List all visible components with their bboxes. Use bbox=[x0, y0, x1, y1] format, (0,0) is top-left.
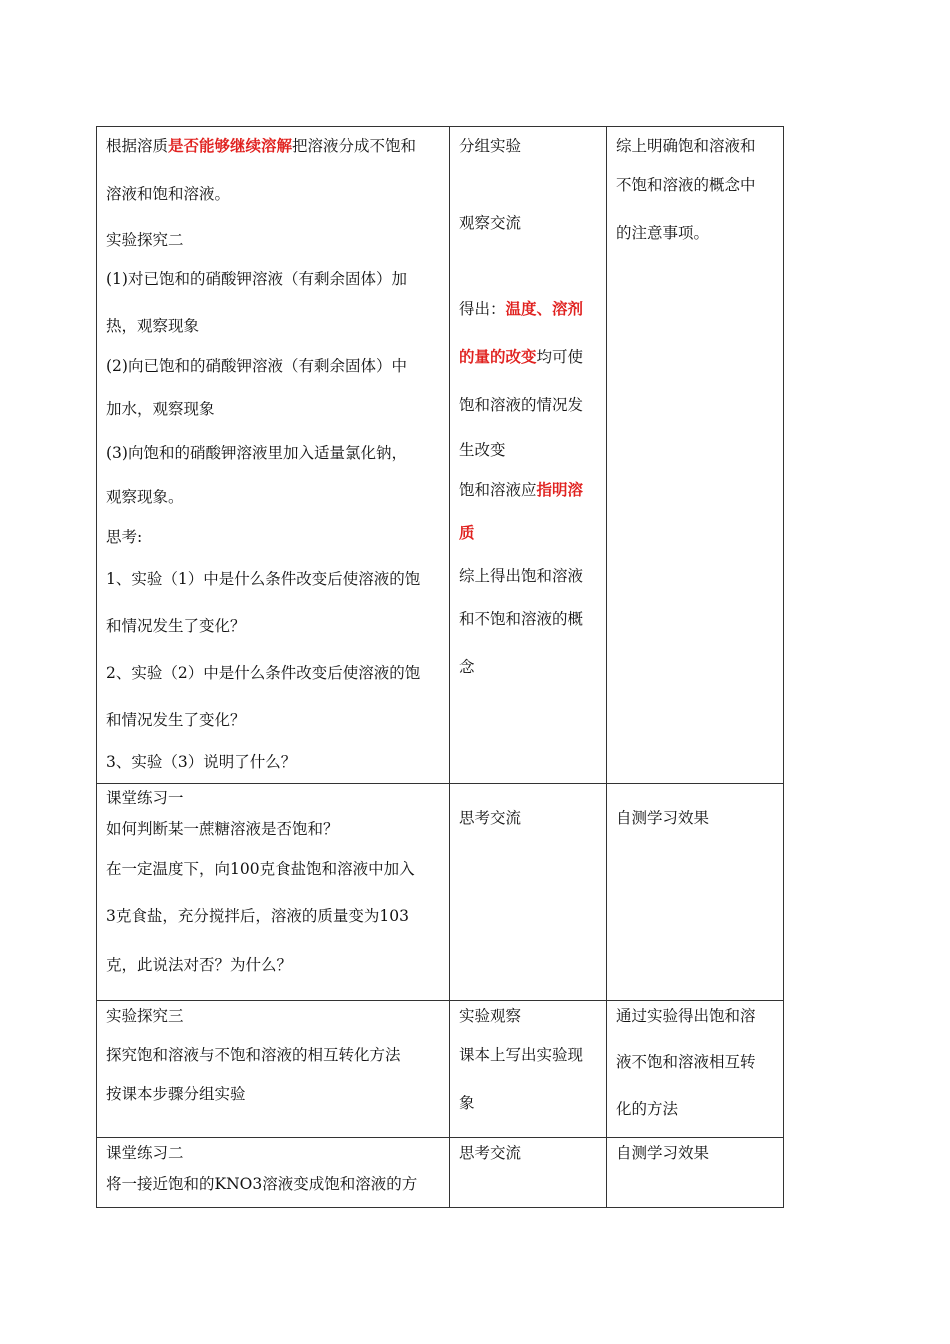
purpose-cell bbox=[607, 784, 784, 1001]
table-row bbox=[97, 127, 784, 784]
table-row bbox=[97, 784, 784, 1001]
text-line: (2)向已饱和的硝酸钾溶液（有剩余固体）中 bbox=[106, 357, 407, 375]
text-line: 探究饱和溶液与不饱和溶液的相互转化方法 bbox=[106, 1046, 401, 1064]
text-line: 和不饱和溶液的概 bbox=[459, 610, 584, 628]
text-line: 将一接近饱和的KNO3溶液变成饱和溶液的方 bbox=[106, 1175, 418, 1193]
text-line: 观察现象。 bbox=[106, 488, 184, 506]
text-line: 思考: bbox=[106, 528, 143, 546]
text-line: 不饱和溶液的概念中 bbox=[616, 176, 756, 194]
text-line: 3、实验（3）说明了什么？ bbox=[106, 753, 297, 771]
activity-cell bbox=[97, 127, 450, 784]
purpose-cell bbox=[607, 127, 784, 784]
text-line: 自测学习效果 bbox=[616, 809, 710, 827]
text-line: 得出：温度、溶剂 bbox=[459, 299, 584, 318]
text-line: 饱和溶液应指明溶 bbox=[459, 480, 584, 499]
text-line: 3克食盐，充分搅拌后，溶液的质量变为103 bbox=[106, 907, 409, 925]
text-line: 和情况发生了变化？ bbox=[106, 617, 246, 635]
text-line: 化的方法 bbox=[616, 1100, 679, 1118]
text-line: 按课本步骤分组实验 bbox=[106, 1085, 246, 1103]
text-line: 课本上写出实验现 bbox=[459, 1046, 584, 1064]
text-line bbox=[459, 509, 597, 557]
text-line: 课堂练习一 bbox=[106, 789, 184, 807]
lesson-table bbox=[96, 126, 784, 1208]
highlight-text: 指明溶 bbox=[536, 480, 584, 499]
method-cell bbox=[450, 784, 607, 1001]
method-cell bbox=[450, 1138, 607, 1208]
text-line: 在一定温度下，向100克食盐饱和溶液中加入 bbox=[106, 860, 415, 878]
text-line: 和情况发生了变化？ bbox=[106, 711, 246, 729]
text-line: 观察交流 bbox=[459, 214, 522, 232]
text-line: 生改变 bbox=[459, 441, 506, 459]
text-line: 的量的改变均可使 bbox=[459, 347, 584, 366]
text-line: 自测学习效果 bbox=[616, 1144, 710, 1162]
text-line: 象 bbox=[459, 1094, 475, 1112]
text-line: 液不饱和溶液相互转 bbox=[616, 1053, 756, 1071]
text-line: 课堂练习二 bbox=[106, 1144, 184, 1162]
method-cell bbox=[450, 127, 607, 784]
text-line: (3)向饱和的硝酸钾溶液里加入适量氯化钠， bbox=[106, 444, 407, 462]
table-row bbox=[97, 1001, 784, 1138]
text-line: 思考交流 bbox=[459, 1144, 522, 1162]
activity-cell bbox=[97, 784, 450, 1001]
highlight-text: 质 bbox=[459, 523, 475, 542]
activity-cell bbox=[97, 1001, 450, 1138]
text-line: 分组实验 bbox=[459, 137, 522, 155]
text-line: 如何判断某一蔗糖溶液是否饱和？ bbox=[106, 820, 339, 838]
text-line: 通过实验得出饱和溶 bbox=[616, 1007, 756, 1025]
purpose-cell bbox=[607, 1138, 784, 1208]
text-line: 克，此说法对否？为什么？ bbox=[106, 956, 293, 974]
text-line: 溶液和饱和溶液。 bbox=[106, 185, 231, 203]
text-line: 综上明确饱和溶液和 bbox=[616, 137, 756, 155]
highlight-text: 的量的改变 bbox=[459, 347, 537, 366]
text-line: 饱和溶液的情况发 bbox=[459, 396, 584, 414]
text-line: 的注意事项。 bbox=[616, 224, 710, 242]
text-line: 实验观察 bbox=[459, 1007, 522, 1025]
text-line: (1)对已饱和的硝酸钾溶液（有剩余固体）加 bbox=[106, 270, 407, 288]
text-line: 1、实验（1）中是什么条件改变后使溶液的饱 bbox=[106, 570, 421, 588]
method-cell bbox=[450, 1001, 607, 1138]
text-line: 2、实验（2）中是什么条件改变后使溶液的饱 bbox=[106, 664, 421, 682]
text-line: 实验探究三 bbox=[106, 1007, 184, 1025]
text-line: 热，观察现象 bbox=[106, 317, 200, 335]
text-line: 根据溶质是否能够继续溶解把溶液分成不饱和 bbox=[106, 136, 417, 155]
highlight-text: 温度、溶剂 bbox=[505, 299, 584, 318]
activity-cell bbox=[97, 1138, 450, 1208]
text-line: 思考交流 bbox=[459, 809, 522, 827]
text-line: 加水，观察现象 bbox=[106, 400, 215, 418]
text-line: 综上得出饱和溶液 bbox=[459, 567, 584, 585]
highlight-text: 是否能够继续溶解 bbox=[168, 136, 293, 155]
text-line: 实验探究二 bbox=[106, 231, 184, 249]
table-row bbox=[97, 1138, 784, 1208]
purpose-cell bbox=[607, 1001, 784, 1138]
text-line: 念 bbox=[459, 658, 475, 676]
